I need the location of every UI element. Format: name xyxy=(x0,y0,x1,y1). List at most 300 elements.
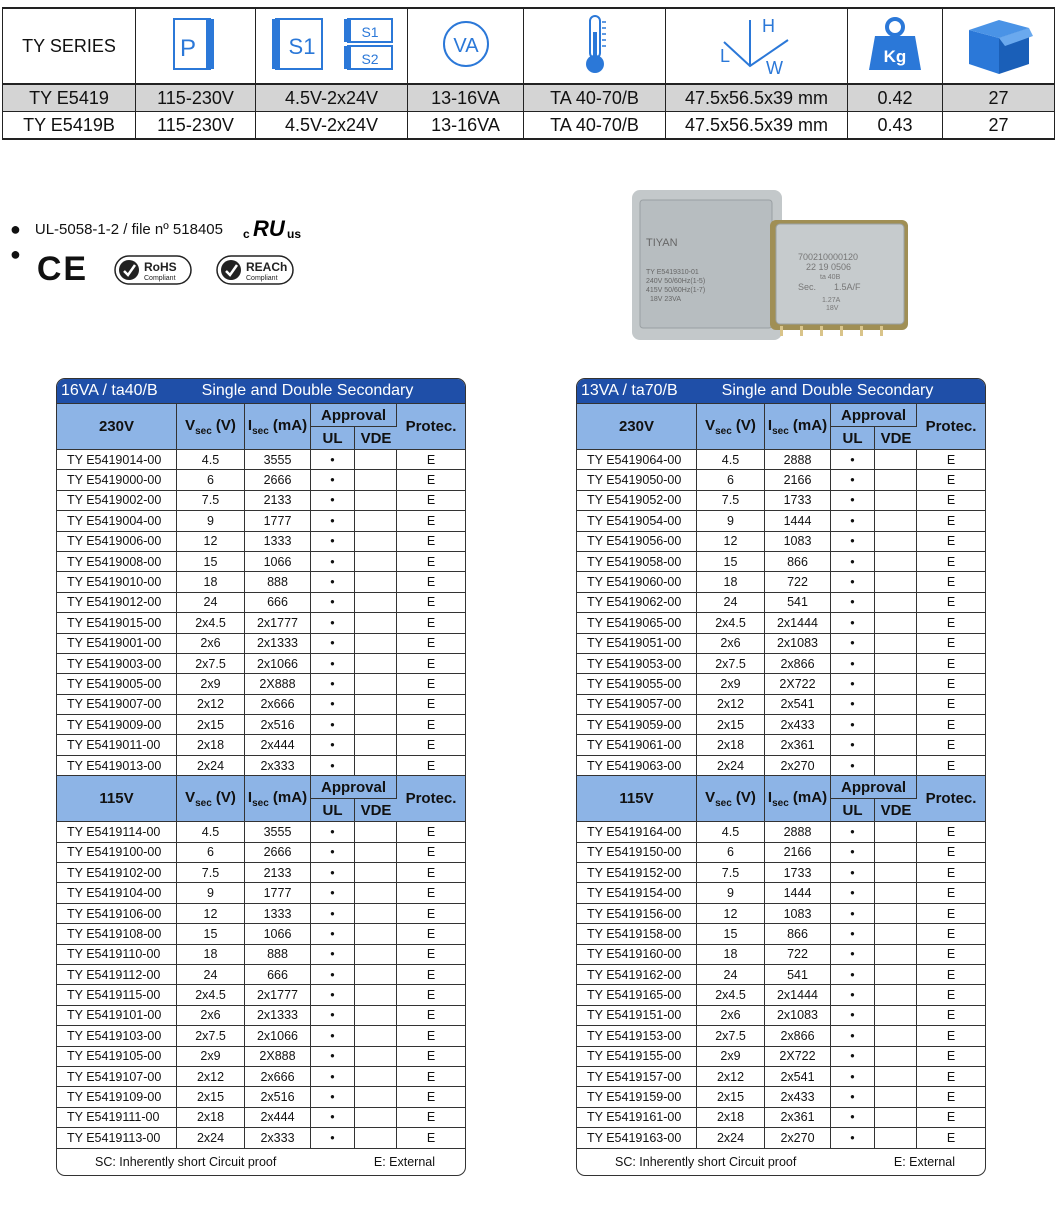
table-row xyxy=(577,572,985,592)
ul-cell: • xyxy=(831,822,875,842)
protec-cell: E xyxy=(917,715,985,735)
model-cell: TY E5419164-00 xyxy=(577,822,697,842)
vsec-unit: (V) xyxy=(211,788,236,806)
dim-l-label: L xyxy=(719,45,730,66)
ul-header xyxy=(831,427,875,450)
table-row xyxy=(577,450,985,470)
approval-header xyxy=(311,776,397,799)
model-cell: TY E5419011-00 xyxy=(57,735,177,755)
series-overview-table xyxy=(2,7,1055,140)
vde-label: VDE xyxy=(360,429,392,447)
protec-cell: E xyxy=(917,1006,985,1026)
vde-cell xyxy=(355,572,397,592)
section-voltage: 230V xyxy=(618,418,655,435)
isec-cell: 2x1777 xyxy=(245,985,311,1005)
vde-header xyxy=(875,427,917,450)
model-cell: TY E5419156-00 xyxy=(577,904,697,924)
isec-cell: 2X722 xyxy=(765,674,831,694)
rohs-icon xyxy=(114,254,192,286)
table-title-row xyxy=(577,379,985,404)
isec-cell: 2x666 xyxy=(245,695,311,715)
table-footer-cell xyxy=(577,1149,985,1175)
vsec-cell: 2x15 xyxy=(697,715,765,735)
protec-cell: E xyxy=(397,756,465,776)
ul-cell: • xyxy=(831,883,875,903)
vde-cell xyxy=(355,965,397,985)
vde-cell xyxy=(875,863,917,883)
vsec-label: V xyxy=(185,416,196,434)
protec-cell: E xyxy=(917,1047,985,1067)
vde-cell xyxy=(875,945,917,965)
model-cell: TY E5419105-00 xyxy=(57,1047,177,1067)
table-row xyxy=(57,756,465,776)
vde-cell xyxy=(875,822,917,842)
table-row xyxy=(57,695,465,715)
approval-label: Approval xyxy=(320,406,386,424)
table-row xyxy=(577,965,985,985)
vsec-cell: 2x7.5 xyxy=(177,654,245,674)
table-row xyxy=(57,1108,465,1128)
isec-cell: 2888 xyxy=(765,450,831,470)
protec-cell: E xyxy=(397,863,465,883)
table-subtitle: Single and Double Secondary xyxy=(201,382,414,399)
vde-cell xyxy=(875,924,917,944)
protec-cell: E xyxy=(917,1067,985,1087)
vsec-cell: 15 xyxy=(697,552,765,572)
secondary-voltage-icon xyxy=(262,14,402,74)
table-row xyxy=(57,491,465,511)
ul-cell: • xyxy=(311,450,355,470)
ul-cell: • xyxy=(311,883,355,903)
vsec-label: V xyxy=(705,788,716,806)
table-row xyxy=(577,1047,985,1067)
protec-cell: E xyxy=(397,695,465,715)
isec-cell: 1066 xyxy=(245,924,311,944)
protec-cell: E xyxy=(917,756,985,776)
vde-cell xyxy=(355,1006,397,1026)
protec-cell: E xyxy=(917,450,985,470)
isec-cell: 2x1083 xyxy=(765,634,831,654)
protec-cell: E xyxy=(917,883,985,903)
ul-cell: • xyxy=(311,965,355,985)
ul-cell: • xyxy=(831,1047,875,1067)
isec-cell: 2x270 xyxy=(765,1128,831,1148)
table-row xyxy=(577,735,985,755)
isec-cell: 2166 xyxy=(765,470,831,490)
ul-cell: • xyxy=(311,863,355,883)
table-row xyxy=(57,1067,465,1087)
table-row xyxy=(577,593,985,613)
vsec-cell: 2x18 xyxy=(697,735,765,755)
vsec-cell: 7.5 xyxy=(177,491,245,511)
isec-cell: 1333 xyxy=(245,904,311,924)
model-cell: TY E5419108-00 xyxy=(57,924,177,944)
photo-brand: TIYAN xyxy=(646,237,678,249)
isec-sub: sec xyxy=(252,425,269,437)
table-subtitle: Single and Double Secondary xyxy=(721,382,934,399)
ul-cell: • xyxy=(311,552,355,572)
protec-cell: E xyxy=(917,552,985,572)
reach-sub: Compliant xyxy=(246,274,278,282)
protec-cell: E xyxy=(917,593,985,613)
vsec-cell: 2x9 xyxy=(177,674,245,694)
model-cell: TY E5419001-00 xyxy=(57,634,177,654)
series-secondary: 4.5V-2x24V xyxy=(256,84,408,112)
protec-cell: E xyxy=(917,695,985,715)
ul-cell: • xyxy=(831,715,875,735)
model-cell: TY E5419115-00 xyxy=(57,985,177,1005)
protec-cell: E xyxy=(397,1006,465,1026)
secondary-icon-cell xyxy=(256,8,408,84)
protec-header xyxy=(397,776,465,822)
vde-cell xyxy=(875,1006,917,1026)
vsec-cell: 2x4.5 xyxy=(177,985,245,1005)
ul-cell: • xyxy=(311,1006,355,1026)
vsec-cell: 2x9 xyxy=(697,1047,765,1067)
protec-header xyxy=(397,404,465,450)
vde-label: VDE xyxy=(360,801,392,819)
protec-cell: E xyxy=(917,1128,985,1148)
vde-cell xyxy=(355,715,397,735)
vde-header xyxy=(355,799,397,822)
isec-cell: 2x866 xyxy=(765,654,831,674)
model-cell: TY E5419111-00 xyxy=(57,1108,177,1128)
table-row xyxy=(57,511,465,531)
table-row xyxy=(577,904,985,924)
model-cell: TY E5419112-00 xyxy=(57,965,177,985)
isec-cell: 2666 xyxy=(245,843,311,863)
isec-cell: 2x1066 xyxy=(245,654,311,674)
protec-cell: E xyxy=(917,613,985,633)
isec-cell: 2133 xyxy=(245,491,311,511)
table-row xyxy=(577,532,985,552)
ul-cell: • xyxy=(831,491,875,511)
protec-label: Protec. xyxy=(405,790,457,808)
approval-header xyxy=(311,404,397,427)
protec-cell: E xyxy=(917,965,985,985)
vde-label: VDE xyxy=(880,801,912,819)
vde-cell xyxy=(355,924,397,944)
series-model: TY E5419B xyxy=(3,112,136,140)
ul-cell: • xyxy=(831,572,875,592)
vde-cell xyxy=(355,1128,397,1148)
vde-cell xyxy=(875,1047,917,1067)
vde-cell xyxy=(875,1128,917,1148)
vde-cell xyxy=(875,904,917,924)
ul-cell: • xyxy=(311,1108,355,1128)
series-dims: 47.5x56.5x39 mm xyxy=(666,84,848,112)
protec-cell: E xyxy=(917,634,985,654)
ul-cell: • xyxy=(831,985,875,1005)
vde-cell xyxy=(875,735,917,755)
ul-cell: • xyxy=(311,674,355,694)
protec-cell: E xyxy=(397,593,465,613)
isec-cell: 2x444 xyxy=(245,735,311,755)
vsec-cell: 2x4.5 xyxy=(697,613,765,633)
table-row xyxy=(577,695,985,715)
vsec-cell: 2x9 xyxy=(697,674,765,694)
dimensions-icon-cell xyxy=(666,8,848,84)
ul-cell: • xyxy=(311,695,355,715)
vde-cell xyxy=(355,735,397,755)
vde-cell xyxy=(355,904,397,924)
model-cell: TY E5419110-00 xyxy=(57,945,177,965)
photo-label: 700210000120 xyxy=(798,252,859,262)
protec-cell: E xyxy=(397,1108,465,1128)
section-voltage-header xyxy=(57,404,177,450)
table-row xyxy=(577,1087,985,1107)
ul-cell: • xyxy=(831,1087,875,1107)
table-row xyxy=(57,572,465,592)
model-cell: TY E5419151-00 xyxy=(577,1006,697,1026)
table-title-cell xyxy=(577,379,985,404)
vde-cell xyxy=(355,843,397,863)
protec-cell: E xyxy=(917,491,985,511)
section-voltage: 115V xyxy=(99,790,134,808)
vde-cell xyxy=(875,491,917,511)
protec-cell: E xyxy=(397,1087,465,1107)
table-row xyxy=(577,985,985,1005)
isec-unit: (mA) xyxy=(788,416,828,434)
isec-unit: (mA) xyxy=(268,416,308,434)
vde-cell xyxy=(875,572,917,592)
ul-cell: • xyxy=(311,985,355,1005)
table-row xyxy=(577,1128,985,1148)
vsec-unit: (V) xyxy=(211,416,236,434)
vsec-cell: 4.5 xyxy=(177,822,245,842)
table-row xyxy=(57,965,465,985)
table-row xyxy=(57,715,465,735)
table-row xyxy=(577,822,985,842)
model-cell: TY E5419152-00 xyxy=(577,863,697,883)
protec-cell: E xyxy=(397,985,465,1005)
vde-cell xyxy=(875,654,917,674)
ul-cell: • xyxy=(311,1026,355,1046)
protec-cell: E xyxy=(917,674,985,694)
protec-cell: E xyxy=(917,654,985,674)
section-voltage: 230V xyxy=(98,418,135,435)
model-cell: TY E5419159-00 xyxy=(577,1087,697,1107)
series-temp: TA 40-70/B xyxy=(524,112,666,140)
model-cell: TY E5419162-00 xyxy=(577,965,697,985)
protec-cell: E xyxy=(397,572,465,592)
protec-cell: E xyxy=(397,904,465,924)
isec-cell: 2166 xyxy=(765,843,831,863)
isec-cell: 2888 xyxy=(765,822,831,842)
table-row xyxy=(57,924,465,944)
ul-cell: • xyxy=(311,1087,355,1107)
protec-cell: E xyxy=(917,843,985,863)
vsec-cell: 6 xyxy=(697,470,765,490)
ul-cell: • xyxy=(831,593,875,613)
model-cell: TY E5419052-00 xyxy=(577,491,697,511)
vsec-cell: 18 xyxy=(177,945,245,965)
model-cell: TY E5419101-00 xyxy=(57,1006,177,1026)
table-row xyxy=(57,822,465,842)
table-row xyxy=(577,1026,985,1046)
ul-cell: • xyxy=(311,904,355,924)
isec-header xyxy=(765,776,831,822)
table-row xyxy=(57,904,465,924)
table-row xyxy=(57,634,465,654)
isec-cell: 2x333 xyxy=(245,756,311,776)
isec-cell: 3555 xyxy=(245,450,311,470)
model-cell: TY E5419056-00 xyxy=(577,532,697,552)
vsec-cell: 15 xyxy=(697,924,765,944)
ul-cell: • xyxy=(831,1026,875,1046)
vsec-cell: 7.5 xyxy=(697,491,765,511)
isec-cell: 2133 xyxy=(245,863,311,883)
table-row xyxy=(577,715,985,735)
model-cell: TY E5419061-00 xyxy=(577,735,697,755)
table-row xyxy=(577,883,985,903)
model-cell: TY E5419165-00 xyxy=(577,985,697,1005)
isec-unit: (mA) xyxy=(268,788,308,806)
primary-icon-cell xyxy=(136,8,256,84)
vde-cell xyxy=(875,552,917,572)
isec-cell: 1083 xyxy=(765,904,831,924)
vde-cell xyxy=(355,532,397,552)
vsec-cell: 2x15 xyxy=(177,715,245,735)
vsec-cell: 2x6 xyxy=(697,1006,765,1026)
vsec-cell: 2x18 xyxy=(177,735,245,755)
table-row xyxy=(577,470,985,490)
weight-icon-cell xyxy=(848,8,943,84)
table-title-row xyxy=(57,379,465,404)
model-cell: TY E5419060-00 xyxy=(577,572,697,592)
isec-cell: 2x666 xyxy=(245,1067,311,1087)
approval-header xyxy=(831,404,917,427)
weight-icon-text: Kg xyxy=(883,46,907,66)
table-footer-row xyxy=(57,1149,465,1175)
model-cell: TY E5419059-00 xyxy=(577,715,697,735)
primary-voltage-icon xyxy=(166,14,226,74)
vde-cell xyxy=(355,985,397,1005)
vde-cell xyxy=(355,756,397,776)
table-row xyxy=(57,985,465,1005)
ul-mark-c: c xyxy=(242,227,250,241)
photo-label: 415V 50/60Hz(1-7) xyxy=(646,287,706,294)
ul-cell: • xyxy=(311,654,355,674)
vsec-sub: sec xyxy=(715,425,732,437)
ul-label: UL xyxy=(322,801,343,819)
ul-cell: • xyxy=(311,822,355,842)
protec-cell: E xyxy=(397,1128,465,1148)
series-label: TY SERIES xyxy=(22,35,116,56)
ul-header xyxy=(311,427,355,450)
protec-cell: E xyxy=(397,945,465,965)
ul-label: UL xyxy=(322,429,343,447)
isec-cell: 541 xyxy=(765,965,831,985)
table-row xyxy=(577,1067,985,1087)
model-cell: TY E5419002-00 xyxy=(57,491,177,511)
ul-cell: • xyxy=(311,511,355,531)
isec-cell: 2x361 xyxy=(765,1108,831,1128)
vde-cell xyxy=(875,1108,917,1128)
photo-label: ta 40B xyxy=(820,274,841,281)
footer-sc-note: SC: Inherently short Circuit proof xyxy=(95,1154,277,1169)
protec-cell: E xyxy=(397,1067,465,1087)
vsec-cell: 2x15 xyxy=(697,1087,765,1107)
table-row xyxy=(577,945,985,965)
ul-cell: • xyxy=(311,532,355,552)
vsec-cell: 24 xyxy=(177,965,245,985)
rohs-text: RoHS xyxy=(144,259,177,274)
ul-cell: • xyxy=(311,572,355,592)
protec-cell: E xyxy=(397,843,465,863)
box-icon xyxy=(963,12,1035,76)
section-voltage-header xyxy=(57,776,177,822)
vde-cell xyxy=(875,715,917,735)
model-cell: TY E5419009-00 xyxy=(57,715,177,735)
vde-cell xyxy=(355,822,397,842)
isec-cell: 2x433 xyxy=(765,1087,831,1107)
column-header-row xyxy=(57,776,465,799)
protec-cell: E xyxy=(397,450,465,470)
vde-cell xyxy=(355,1067,397,1087)
vsec-cell: 7.5 xyxy=(697,863,765,883)
isec-cell: 2x1333 xyxy=(245,634,311,654)
vsec-cell: 18 xyxy=(697,572,765,592)
table-footer-row xyxy=(577,1149,985,1175)
isec-cell: 2x1444 xyxy=(765,613,831,633)
series-weight: 0.42 xyxy=(848,84,943,112)
compliance-marks xyxy=(10,244,294,289)
vsec-cell: 15 xyxy=(177,552,245,572)
ul-cell: • xyxy=(311,613,355,633)
isec-cell: 866 xyxy=(765,924,831,944)
approval-label: Approval xyxy=(320,778,386,796)
dim-w-label: W xyxy=(765,57,783,76)
ul-cell: • xyxy=(831,470,875,490)
vde-label: VDE xyxy=(880,429,912,447)
model-cell: TY E5419058-00 xyxy=(577,552,697,572)
ul-cell: • xyxy=(311,924,355,944)
photo-label: 1.27A xyxy=(822,297,841,304)
protec-cell: E xyxy=(397,965,465,985)
vsec-cell: 12 xyxy=(177,904,245,924)
vsec-cell: 4.5 xyxy=(697,450,765,470)
reach-text: REACh xyxy=(246,259,288,274)
vde-cell xyxy=(875,756,917,776)
model-cell: TY E5419100-00 xyxy=(57,843,177,863)
ul-cell: • xyxy=(831,532,875,552)
ul-cell: • xyxy=(831,634,875,654)
isec-cell: 2x444 xyxy=(245,1108,311,1128)
vde-cell xyxy=(355,1026,397,1046)
isec-cell: 2x1777 xyxy=(245,613,311,633)
isec-cell: 1777 xyxy=(245,511,311,531)
model-cell: TY E5419055-00 xyxy=(577,674,697,694)
model-cell: TY E5419006-00 xyxy=(57,532,177,552)
ul-cell: • xyxy=(311,491,355,511)
vsec-cell: 2x7.5 xyxy=(177,1026,245,1046)
isec-cell: 866 xyxy=(765,552,831,572)
approval-header xyxy=(831,776,917,799)
photo-label: 18V xyxy=(826,305,839,312)
model-cell: TY E5419109-00 xyxy=(57,1087,177,1107)
vde-cell xyxy=(355,674,397,694)
isec-cell: 888 xyxy=(245,572,311,592)
vsec-cell: 24 xyxy=(697,593,765,613)
vde-cell xyxy=(875,613,917,633)
vsec-sub: sec xyxy=(195,797,212,809)
product-photo xyxy=(630,186,910,342)
va-icon-text: VA xyxy=(452,34,479,57)
vsec-cell: 24 xyxy=(697,965,765,985)
isec-label: I xyxy=(767,416,773,434)
ul-mark-icon xyxy=(241,216,311,242)
